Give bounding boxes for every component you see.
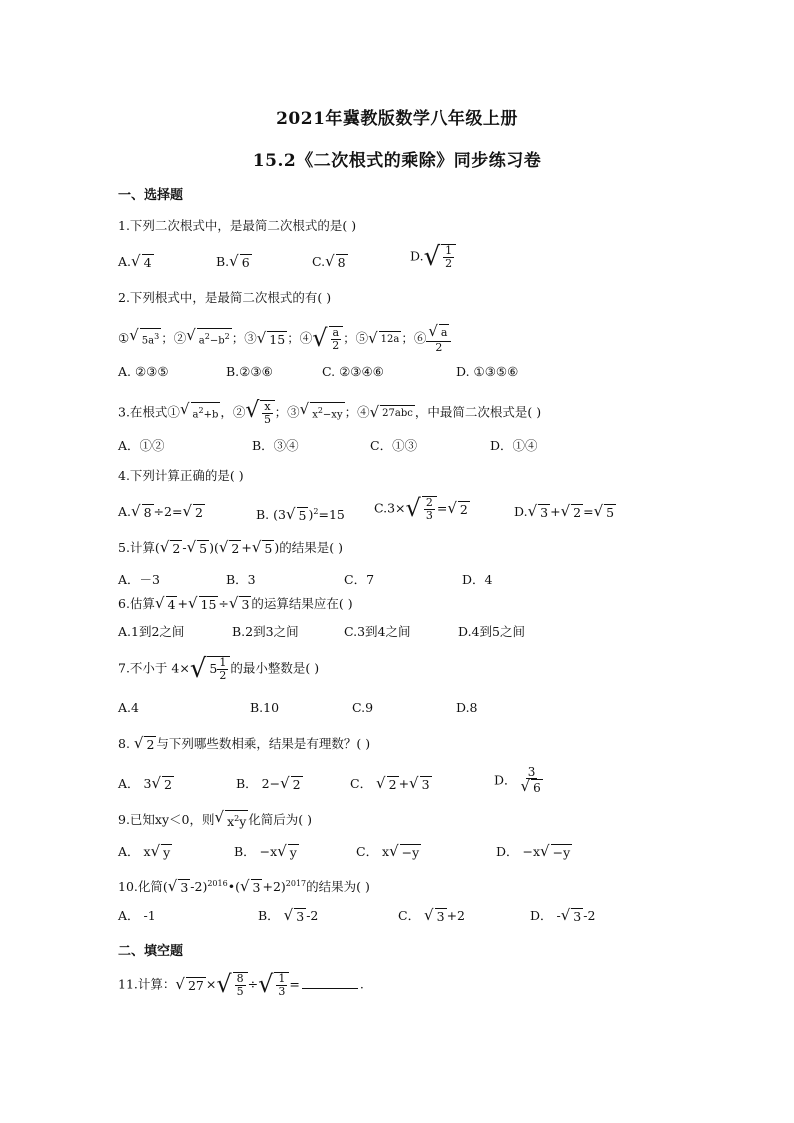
q6-option-d: D.4到5之间	[458, 624, 525, 639]
q6-option-b: B.2到3之间	[232, 624, 299, 639]
q10-option-a: A． -1	[118, 908, 156, 923]
q4-option-d: D. √ 3 + √ 2 = √ 5	[514, 502, 615, 520]
q5-option-d: D．4	[462, 572, 493, 587]
q4-option-a: A. √ 8 ÷2= √ 2	[118, 502, 203, 520]
question-7-stem: 7.不小于 4× √ 5 $\frac{1}{2}$ 的最小整数是( )	[118, 654, 320, 684]
question-1-stem: 1.下列二次根式中，是最简二次根式的是( )	[118, 218, 357, 233]
q2-radical-items: ① √ $5a^3$ ；② √ $a^2-b^2$ ；③ √ 15 ；④ √ $\frac{a}{2}$ ；⑤ √ 12a ；⑥ √ a 2	[118, 324, 451, 354]
section-choice-heading: 一、选择题	[118, 188, 184, 203]
question-9-stem: 9.已知xy＜0，则 √ $x^2y$ 化简后为( )	[118, 808, 313, 830]
q7-option-b: B.10	[250, 700, 280, 715]
document-title: 2021年冀教版数学八年级上册	[276, 109, 518, 129]
question-2-stem: 2.下列根式中，是最简二次根式的有( )	[118, 290, 332, 305]
q6-option-c: C.3到4之间	[344, 624, 411, 639]
q5-option-b: B．3	[226, 572, 256, 587]
q11-answer-blank[interactable]	[302, 976, 358, 989]
q7-option-d: D.8	[456, 700, 478, 715]
q3-option-d: D．①④	[490, 438, 538, 453]
q2-option-c: C. ②③④⑥	[322, 364, 384, 379]
q5-option-a: A．－3	[118, 572, 160, 587]
q4-option-b: B. (3 √ 5 )$^2$=15	[256, 505, 345, 524]
q3-option-b: B．③④	[252, 438, 299, 453]
q10-option-d: D． - √ 3 -2	[530, 906, 596, 924]
question-3-stem: 3.在根式① √ $a^2+b$ ，② √ $\frac{x}{5}$ ；③ √ $x^2-xy$ ；④ √ 27abc ，中最简二次根式是( )	[118, 398, 542, 426]
question-4-stem: 4.下列计算正确的是( )	[118, 468, 244, 483]
question-6-stem: 6.估算 √ 4 + √ 15 ÷ √ 3 的运算结果应在( )	[118, 594, 353, 612]
q7-option-a: A.4	[118, 700, 139, 715]
question-10-stem: 10.化简( √ 3 -2)$^{2016}$•( √ 3 +2)$^{2017}$的结果为( )	[118, 877, 370, 896]
q3-option-c: C．①③	[370, 438, 418, 453]
q3-option-a: A．①②	[118, 438, 165, 453]
q1-option-c: C. √ 8	[312, 252, 346, 270]
q8-option-a: A． 3 √ 2	[118, 774, 172, 792]
q6-option-a: A.1到2之间	[118, 624, 185, 639]
q9-option-b: B． −x √ y	[234, 842, 297, 860]
q10-option-c: C． √ 3 +2	[398, 906, 465, 924]
q2-option-d: D. ①③⑤⑥	[456, 364, 519, 379]
q8-option-c: C． √ 2 + √ 3	[350, 774, 430, 792]
q9-option-c: C． x √ −y	[356, 842, 420, 860]
q1-option-a: A. √ 4	[118, 252, 152, 270]
q9-option-d: D． −x √ −y	[496, 842, 571, 860]
q7-option-c: C.9	[352, 700, 374, 715]
q10-option-b: B． √ 3 -2	[258, 906, 319, 924]
section-fill-heading: 二、填空题	[118, 944, 184, 959]
document-subtitle: 15.2《二次根式的乘除》同步练习卷	[252, 151, 542, 171]
q1-option-d: D. √ $\frac{1}{2}$	[410, 244, 456, 270]
q2-option-b: B.②③⑥	[226, 364, 273, 379]
question-5-stem: 5.计算( √ 2 - √ 5 )( √ 2 + √ 5 )的结果是( )	[118, 538, 343, 556]
q8-option-b: B． 2− √ 2	[236, 774, 301, 792]
question-11-stem: 11.计算： √ 27 × √ $\frac{8}{5}$ ÷ √ $\frac{1}{3}$ = .	[118, 970, 364, 998]
q5-option-c: C．7	[344, 572, 375, 587]
q8-option-d: D． 3 √ 6	[494, 765, 541, 795]
q4-option-c: C.3× √ $\frac{2}{3}$ = √ 2	[374, 494, 468, 522]
q1-option-b: B. √ 6	[216, 252, 250, 270]
q2-option-a: A. ②③⑤	[118, 364, 169, 379]
question-8-stem: 8. √ 2 与下列哪些数相乘，结果是有理数？( )	[118, 734, 371, 752]
q9-option-a: A． x √ y	[118, 842, 171, 860]
